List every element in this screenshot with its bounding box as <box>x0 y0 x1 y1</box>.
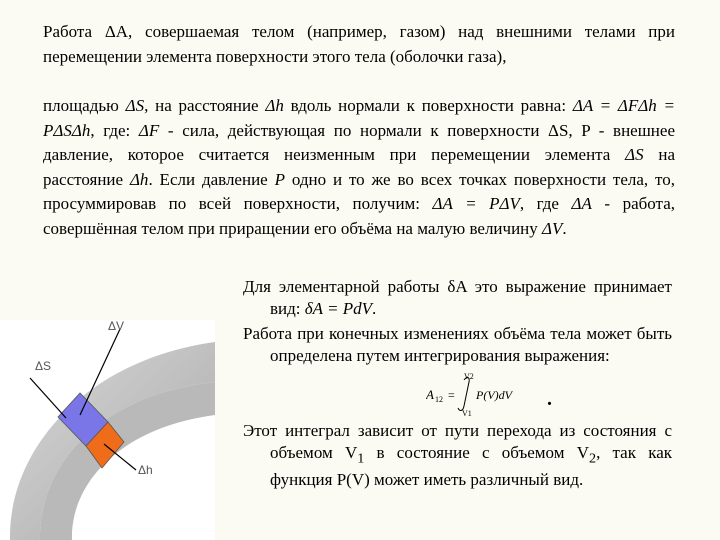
lower-limit: V1 <box>462 409 472 418</box>
gas-shell-figure <box>0 320 215 540</box>
text-fragment: вдоль нормали к поверхности равна: <box>283 96 573 115</box>
text-fragment: , на расстояние <box>144 96 266 115</box>
text-fragment: . <box>371 299 377 318</box>
integral-path-paragraph <box>243 420 672 491</box>
math-fragment: Δh <box>129 169 149 189</box>
math-fragment: ΔA = PΔV <box>432 194 520 213</box>
text-fragment: , так как функция P(V) может иметь различный вид. <box>270 443 672 490</box>
intro-text: Работа ΔA, совершаемая телом (например, газом) над внешними телами при перемещении элемента поверхности этого тела (оболочки газа), <box>43 22 675 66</box>
main-paragraph <box>43 94 675 241</box>
text-fragment: одно и то же во всех точках поверхности тела, то, просуммировав по всей поверхности, получим: <box>43 169 675 213</box>
math-fragment: ΔA = ΔFΔh = PΔSΔh <box>43 96 675 140</box>
math-fragment: Δh <box>265 96 284 115</box>
upper-limit: V2 <box>464 372 474 381</box>
text-fragment: . Если давление <box>148 169 275 189</box>
text-fragment: , где: <box>90 120 139 140</box>
math-fragment: P <box>274 169 285 189</box>
label-dh: Δh <box>138 463 153 477</box>
integral-path-paragraph-wrap <box>243 420 672 494</box>
work-integral-formula <box>426 370 546 418</box>
text-fragment: , где <box>519 194 572 213</box>
text-fragment: . <box>562 218 567 238</box>
math-fragment: ΔF <box>138 120 160 140</box>
subscript: 1 <box>357 450 365 467</box>
subscript: 2 <box>588 450 597 467</box>
formula-lhs-sub: 12 <box>435 395 443 404</box>
formula-period: . <box>547 388 552 410</box>
label-ds: ΔS <box>35 359 52 373</box>
math-fragment: ΔV <box>542 218 563 238</box>
formula-equals: = <box>448 388 455 402</box>
math-fragment: ΔA <box>571 194 592 213</box>
text-fragment: - сила, действующая по нормали к поверхности ΔS, P - внешнее давление, которое считается неизменным при перемещении элемента <box>43 120 675 164</box>
intro-paragraph <box>43 20 675 69</box>
text-fragment: на расстояние <box>43 145 675 189</box>
text-fragment: - работа, совершённая телом при приращении его объёма на малую величину <box>43 194 675 238</box>
text-fragment: Для элементарной работы δA это выражение принимает вид: <box>243 277 672 318</box>
integrand: P(V)dV <box>476 388 512 402</box>
text-fragment: площадью <box>43 96 126 115</box>
integral-sign <box>458 378 469 411</box>
math-fragment: δA = PdV <box>304 299 372 318</box>
text-fragment: Этот интеграл зависит от пути перехода из состояния с объемом V <box>243 421 672 462</box>
text-fragment: Работа при конечных изменениях объёма тела может быть определена путем интегрирования выражения: <box>243 324 672 365</box>
right-column <box>243 276 672 370</box>
math-fragment: ΔS <box>625 145 644 164</box>
finite-change-paragraph <box>243 323 672 367</box>
formula-lhs: A <box>426 387 434 402</box>
math-fragment: ΔS <box>125 96 145 115</box>
elementary-work-paragraph <box>243 276 672 320</box>
label-dv: ΔV <box>108 320 125 333</box>
text-fragment: в состояние с объемом V <box>364 443 589 462</box>
